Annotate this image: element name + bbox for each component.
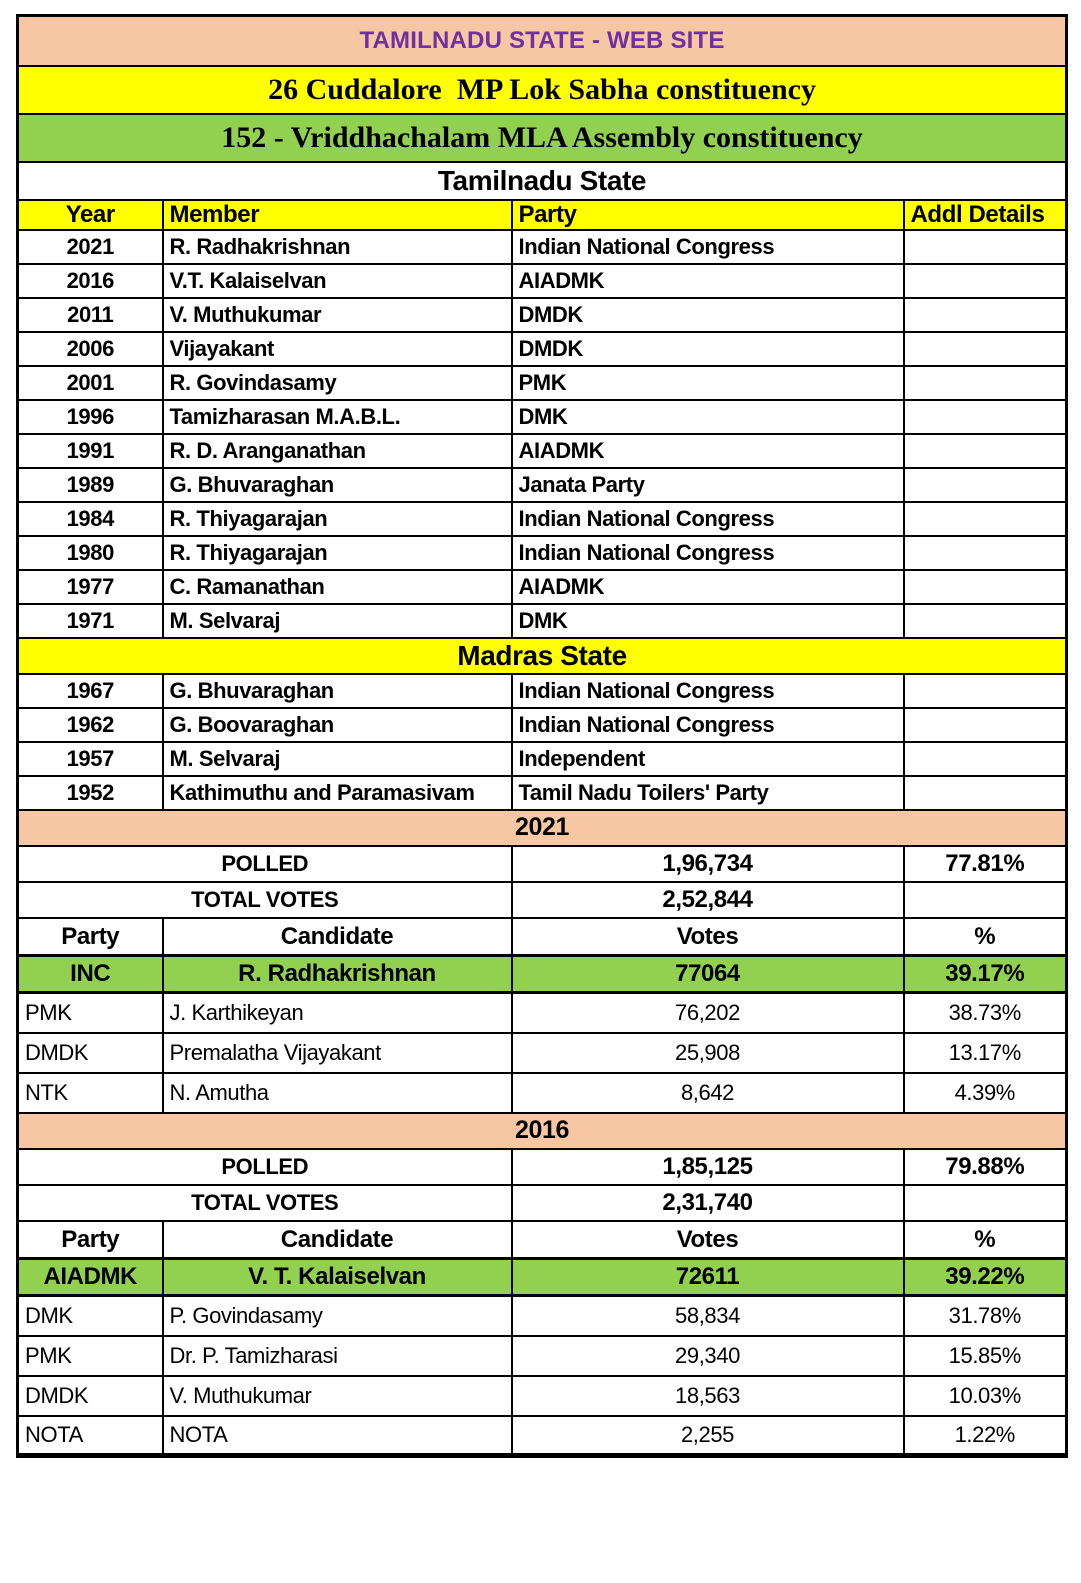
addl-details-cell [904, 298, 1067, 332]
constituency-page [16, 14, 1065, 1458]
polled-percent: 79.88% [904, 1149, 1067, 1185]
candidate-cell: P. Govindasamy [163, 1296, 512, 1336]
polled-votes: 1,85,125 [512, 1149, 904, 1185]
total-votes-label: TOTAL VOTES [18, 1185, 512, 1221]
year-cell: 1971 [18, 604, 163, 638]
party-cell: PMK [18, 993, 163, 1033]
member-table-row [18, 776, 1067, 810]
year-cell: 1962 [18, 708, 163, 742]
member-table-row [18, 332, 1067, 366]
party-cell: DMDK [18, 1376, 163, 1416]
other-candidates-2021 [18, 993, 1067, 1113]
total-votes-row-2016 [18, 1185, 1067, 1221]
total-votes-percent-empty [904, 882, 1067, 918]
addl-details-cell [904, 570, 1067, 604]
member-table-row [18, 742, 1067, 776]
mla-constituency-banner [18, 114, 1067, 162]
winner-party: INC [18, 956, 163, 993]
member-cell: G. Bhuvaraghan [163, 468, 512, 502]
candidate-cell: V. Muthukumar [163, 1376, 512, 1416]
tamilnadu-members-rows [18, 230, 1067, 638]
year-cell: 1967 [18, 674, 163, 708]
addl-details-cell [904, 468, 1067, 502]
year-cell: 1989 [18, 468, 163, 502]
addl-details-cell [904, 366, 1067, 400]
member-table-row [18, 708, 1067, 742]
votes-cell: 58,834 [512, 1296, 904, 1336]
polled-row-2016 [18, 1149, 1067, 1185]
winner-row-2021 [18, 956, 1067, 993]
percent-cell: 15.85% [904, 1336, 1067, 1376]
party-cell: DMK [512, 400, 904, 434]
constituency-table [16, 14, 1068, 1458]
madras-members-rows [18, 674, 1067, 810]
year-cell: 1957 [18, 742, 163, 776]
polled-votes: 1,96,734 [512, 846, 904, 882]
party-cell: DMDK [512, 332, 904, 366]
polled-label: POLLED [18, 1149, 512, 1185]
member-cell: G. Bhuvaraghan [163, 674, 512, 708]
member-cell: Tamizharasan M.A.B.L. [163, 400, 512, 434]
state-section-title-tamilnadu [18, 162, 1067, 200]
year-cell: 2001 [18, 366, 163, 400]
party-cell: DMK [18, 1296, 163, 1336]
votes-cell: 2,255 [512, 1416, 904, 1456]
votes-cell: 76,202 [512, 993, 904, 1033]
year-cell: 1980 [18, 536, 163, 570]
candidate-result-row [18, 1336, 1067, 1376]
other-candidates-2016 [18, 1296, 1067, 1456]
site-title-text: TAMILNADU STATE - WEB SITE [18, 16, 1067, 66]
candidate-result-row [18, 1073, 1067, 1113]
party-cell: Indian National Congress [512, 230, 904, 264]
total-votes-value: 2,31,740 [512, 1185, 904, 1221]
member-cell: R. Govindasamy [163, 366, 512, 400]
percent-header: % [904, 1221, 1067, 1259]
candidate-cell: Premalatha Vijayakant [163, 1033, 512, 1073]
member-table-row [18, 366, 1067, 400]
percent-header: % [904, 918, 1067, 956]
site-title-banner [18, 16, 1067, 66]
polled-row-2021 [18, 846, 1067, 882]
year-cell: 2021 [18, 230, 163, 264]
party-cell: PMK [512, 366, 904, 400]
candidate-header: Candidate [163, 918, 512, 956]
mp-constituency-banner [18, 66, 1067, 114]
party-header: Party [18, 1221, 163, 1259]
addl-details-column-header: Addl Details [904, 200, 1067, 230]
member-table-row [18, 264, 1067, 298]
candidate-result-row [18, 993, 1067, 1033]
party-cell: DMK [512, 604, 904, 638]
addl-details-cell [904, 434, 1067, 468]
state-section-title-madras [18, 638, 1067, 674]
party-cell: Indian National Congress [512, 674, 904, 708]
party-cell: Indian National Congress [512, 708, 904, 742]
member-cell: R. D. Aranganathan [163, 434, 512, 468]
addl-details-cell [904, 674, 1067, 708]
winner-candidate: R. Radhakrishnan [163, 956, 512, 993]
member-table-row [18, 434, 1067, 468]
candidate-result-row [18, 1296, 1067, 1336]
member-table-row [18, 400, 1067, 434]
winner-row-2016 [18, 1259, 1067, 1296]
total-votes-row-2021 [18, 882, 1067, 918]
year-column-header: Year [18, 200, 163, 230]
member-table-row [18, 502, 1067, 536]
party-cell: Independent [512, 742, 904, 776]
addl-details-cell [904, 230, 1067, 264]
member-cell: M. Selvaraj [163, 604, 512, 638]
year-cell: 2006 [18, 332, 163, 366]
addl-details-cell [904, 264, 1067, 298]
candidate-header: Candidate [163, 1221, 512, 1259]
member-cell: R. Thiyagarajan [163, 536, 512, 570]
winner-party: AIADMK [18, 1259, 163, 1296]
candidate-cell: J. Karthikeyan [163, 993, 512, 1033]
year-cell: 1991 [18, 434, 163, 468]
total-votes-label: TOTAL VOTES [18, 882, 512, 918]
polled-percent: 77.81% [904, 846, 1067, 882]
election-year-banner-2016 [18, 1113, 1067, 1149]
mp-constituency-text: 26 Cuddalore MP Lok Sabha constituency [18, 66, 1067, 114]
madras-state-title-text: Madras State [18, 638, 1067, 674]
member-cell: V. Muthukumar [163, 298, 512, 332]
candidate-result-row [18, 1416, 1067, 1456]
year-cell: 1996 [18, 400, 163, 434]
candidate-result-row [18, 1033, 1067, 1073]
total-votes-value: 2,52,844 [512, 882, 904, 918]
member-table-row [18, 298, 1067, 332]
winner-percent: 39.22% [904, 1259, 1067, 1296]
election-year-text: 2021 [18, 810, 1067, 846]
party-column-header: Party [512, 200, 904, 230]
member-cell: R. Radhakrishnan [163, 230, 512, 264]
party-cell: Indian National Congress [512, 536, 904, 570]
party-cell: Indian National Congress [512, 502, 904, 536]
polled-label: POLLED [18, 846, 512, 882]
year-cell: 2011 [18, 298, 163, 332]
addl-details-cell [904, 400, 1067, 434]
member-cell: R. Thiyagarajan [163, 502, 512, 536]
mla-constituency-text: 152 - Vriddhachalam MLA Assembly constituency [18, 114, 1067, 162]
winner-votes: 77064 [512, 956, 904, 993]
results-header-row-2021 [18, 918, 1067, 956]
member-cell: Vijayakant [163, 332, 512, 366]
candidate-cell: Dr. P. Tamizharasi [163, 1336, 512, 1376]
member-column-header: Member [163, 200, 512, 230]
addl-details-cell [904, 742, 1067, 776]
year-cell: 2016 [18, 264, 163, 298]
results-header-row-2016 [18, 1221, 1067, 1259]
member-table-row [18, 468, 1067, 502]
addl-details-cell [904, 536, 1067, 570]
party-cell: DMDK [512, 298, 904, 332]
election-year-banner-2021 [18, 810, 1067, 846]
votes-cell: 18,563 [512, 1376, 904, 1416]
party-header: Party [18, 918, 163, 956]
member-table-row [18, 570, 1067, 604]
member-cell: Kathimuthu and Paramasivam [163, 776, 512, 810]
votes-header: Votes [512, 1221, 904, 1259]
candidate-result-row [18, 1376, 1067, 1416]
winner-candidate: V. T. Kalaiselvan [163, 1259, 512, 1296]
addl-details-cell [904, 604, 1067, 638]
party-cell: Janata Party [512, 468, 904, 502]
party-cell: AIADMK [512, 570, 904, 604]
member-cell: V.T. Kalaiselvan [163, 264, 512, 298]
candidate-cell: N. Amutha [163, 1073, 512, 1113]
year-cell: 1952 [18, 776, 163, 810]
total-votes-percent-empty [904, 1185, 1067, 1221]
state-section-title-text: Tamilnadu State [18, 162, 1067, 200]
percent-cell: 10.03% [904, 1376, 1067, 1416]
member-cell: G. Boovaraghan [163, 708, 512, 742]
member-cell: C. Ramanathan [163, 570, 512, 604]
members-header-row [18, 200, 1067, 230]
year-cell: 1984 [18, 502, 163, 536]
member-table-row [18, 604, 1067, 638]
party-cell: Tamil Nadu Toilers' Party [512, 776, 904, 810]
percent-cell: 13.17% [904, 1033, 1067, 1073]
member-cell: M. Selvaraj [163, 742, 512, 776]
party-cell: DMDK [18, 1033, 163, 1073]
addl-details-cell [904, 332, 1067, 366]
percent-cell: 1.22% [904, 1416, 1067, 1456]
addl-details-cell [904, 776, 1067, 810]
addl-details-cell [904, 502, 1067, 536]
votes-header: Votes [512, 918, 904, 956]
member-table-row [18, 674, 1067, 708]
party-cell: AIADMK [512, 264, 904, 298]
member-table-row [18, 230, 1067, 264]
percent-cell: 4.39% [904, 1073, 1067, 1113]
percent-cell: 38.73% [904, 993, 1067, 1033]
party-cell: NTK [18, 1073, 163, 1113]
winner-percent: 39.17% [904, 956, 1067, 993]
party-cell: PMK [18, 1336, 163, 1376]
winner-votes: 72611 [512, 1259, 904, 1296]
party-cell: NOTA [18, 1416, 163, 1456]
member-table-row [18, 536, 1067, 570]
candidate-cell: NOTA [163, 1416, 512, 1456]
addl-details-cell [904, 708, 1067, 742]
votes-cell: 8,642 [512, 1073, 904, 1113]
party-cell: AIADMK [512, 434, 904, 468]
percent-cell: 31.78% [904, 1296, 1067, 1336]
year-cell: 1977 [18, 570, 163, 604]
election-year-text: 2016 [18, 1113, 1067, 1149]
votes-cell: 29,340 [512, 1336, 904, 1376]
votes-cell: 25,908 [512, 1033, 904, 1073]
